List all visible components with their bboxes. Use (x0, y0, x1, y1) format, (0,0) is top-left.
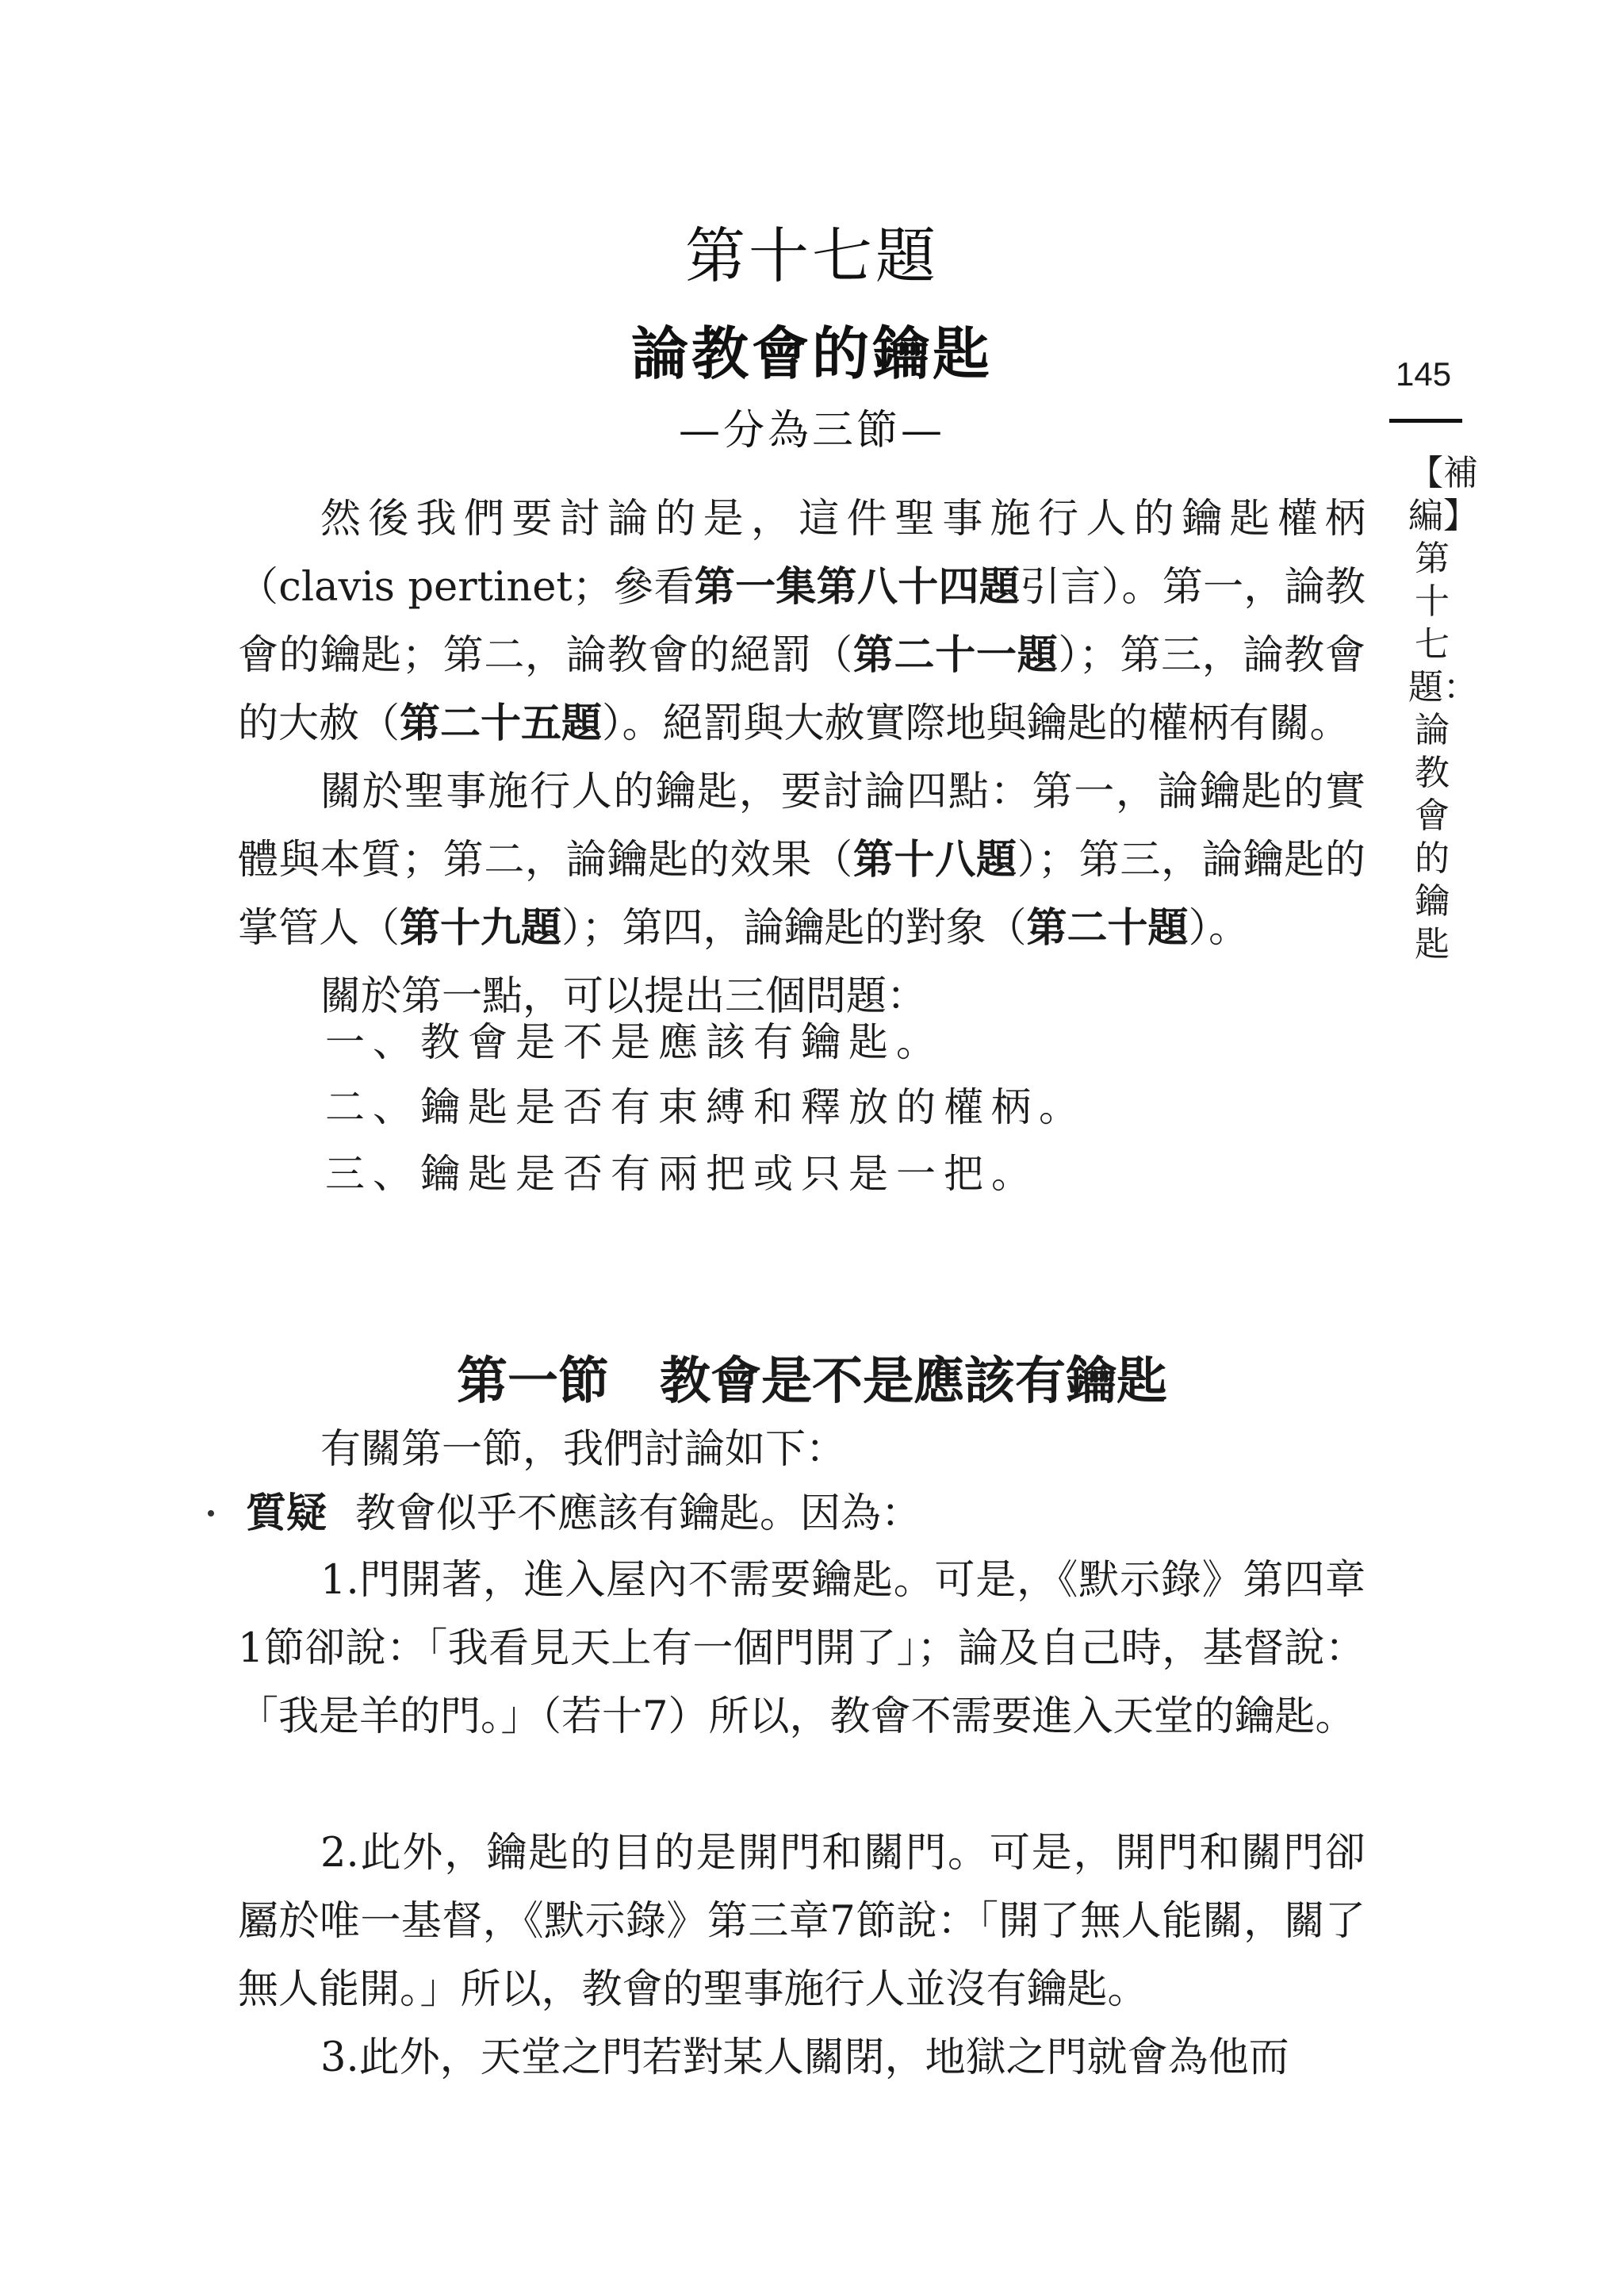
page-number: 145 (1396, 355, 1452, 393)
intro-p2-text-d: ）；第四，論鑰匙的對象（ (561, 905, 1027, 952)
margin-mark (208, 1510, 214, 1517)
question-item-3: 三、鑰匙是否有兩把或只是一把。 (325, 1151, 1039, 1197)
intro-paragraph-2 (238, 758, 1365, 963)
intro-p2-ref-2: 第十九題 (400, 905, 562, 952)
intro-p2-text-c: ）；第三，論鑰匙的掌管人（ (238, 837, 1365, 952)
chapter-title: 第十七題 (685, 220, 939, 291)
chapter-subtitle: 論教會的鑰匙 (630, 320, 993, 387)
intro-p2-text-a: 關於聖事施行人的鑰匙，要討論四點：第一，論鑰匙的實體與本質；第二，論鑰匙的效果（ (238, 769, 1365, 884)
intro-p1-text-d: ）；第三，論教會的大赦（ (238, 632, 1365, 747)
intro-p1-ref-2: 第二十一題 (852, 632, 1059, 679)
chapter-division-note: —分為三節— (678, 407, 945, 454)
intro-p1-ref-3: 第二十五題 (400, 700, 603, 747)
argument-2: 2.此外，鑰匙的目的是開門和關門。可是，開門和關門卻屬於唯一基督，《默示錄》第三章7節說：「開了無人能關，關了無人能開。」所以，教會的聖事施行人並沒有鑰匙。 (238, 1830, 1365, 2013)
intro-p2-ref-3: 第二十題 (1026, 905, 1189, 952)
objection-line (246, 1480, 921, 1548)
question-item-1: 一、教會是不是應該有鑰匙。 (325, 1019, 944, 1065)
objection-text: 教會似乎不應該有鑰匙。因為： (355, 1490, 922, 1537)
objection-label: 質疑 (246, 1490, 327, 1537)
intro-paragraph-1 (238, 485, 1365, 758)
section-intro: 有關第一節，我們討論如下： (320, 1426, 847, 1473)
intro-p1-text-c: 引言）。第一，論教會的鑰匙；第二，論教會的絕罰（ (238, 564, 1365, 679)
intro-p1-text-e: ）。絕罰與大赦實際地與鑰匙的權柄有關。 (602, 700, 1350, 747)
argument-1: 1.門開著，進入屋內不需要鑰匙。可是，《默示錄》第四章1節卻說：「我看見天上有一個門開了」；論及自己時，基督說：「我是羊的門。」（若十7）所以，教會不需要進入天堂的鑰匙。 (238, 1557, 1365, 1740)
running-header: 【補編】第十七題：論教會的鑰匙 (1408, 453, 1478, 964)
intro-p1-text-a: 然後我們要討論的是，這件聖事施行人的鑰匙權柄（clavis pertinet；參看 (238, 496, 1365, 611)
intro-p2-ref-1: 第十八題 (852, 837, 1017, 884)
argument-3: 3.此外，天堂之門若對某人關閉，地獄之門就會為他而 (320, 2034, 1289, 2081)
intro-paragraph-3: 關於第一點，可以提出三個問題： (320, 973, 928, 1020)
header-rule (1389, 419, 1462, 423)
question-item-2: 二、鑰匙是否有束縛和釋放的權柄。 (325, 1084, 1086, 1130)
intro-p2-text-e: ）。 (1188, 905, 1250, 952)
section-title: 第一節 教會是不是應該有鑰匙 (457, 1352, 1167, 1411)
intro-p1-ref-1: 第一集第八十四題 (694, 564, 1021, 611)
